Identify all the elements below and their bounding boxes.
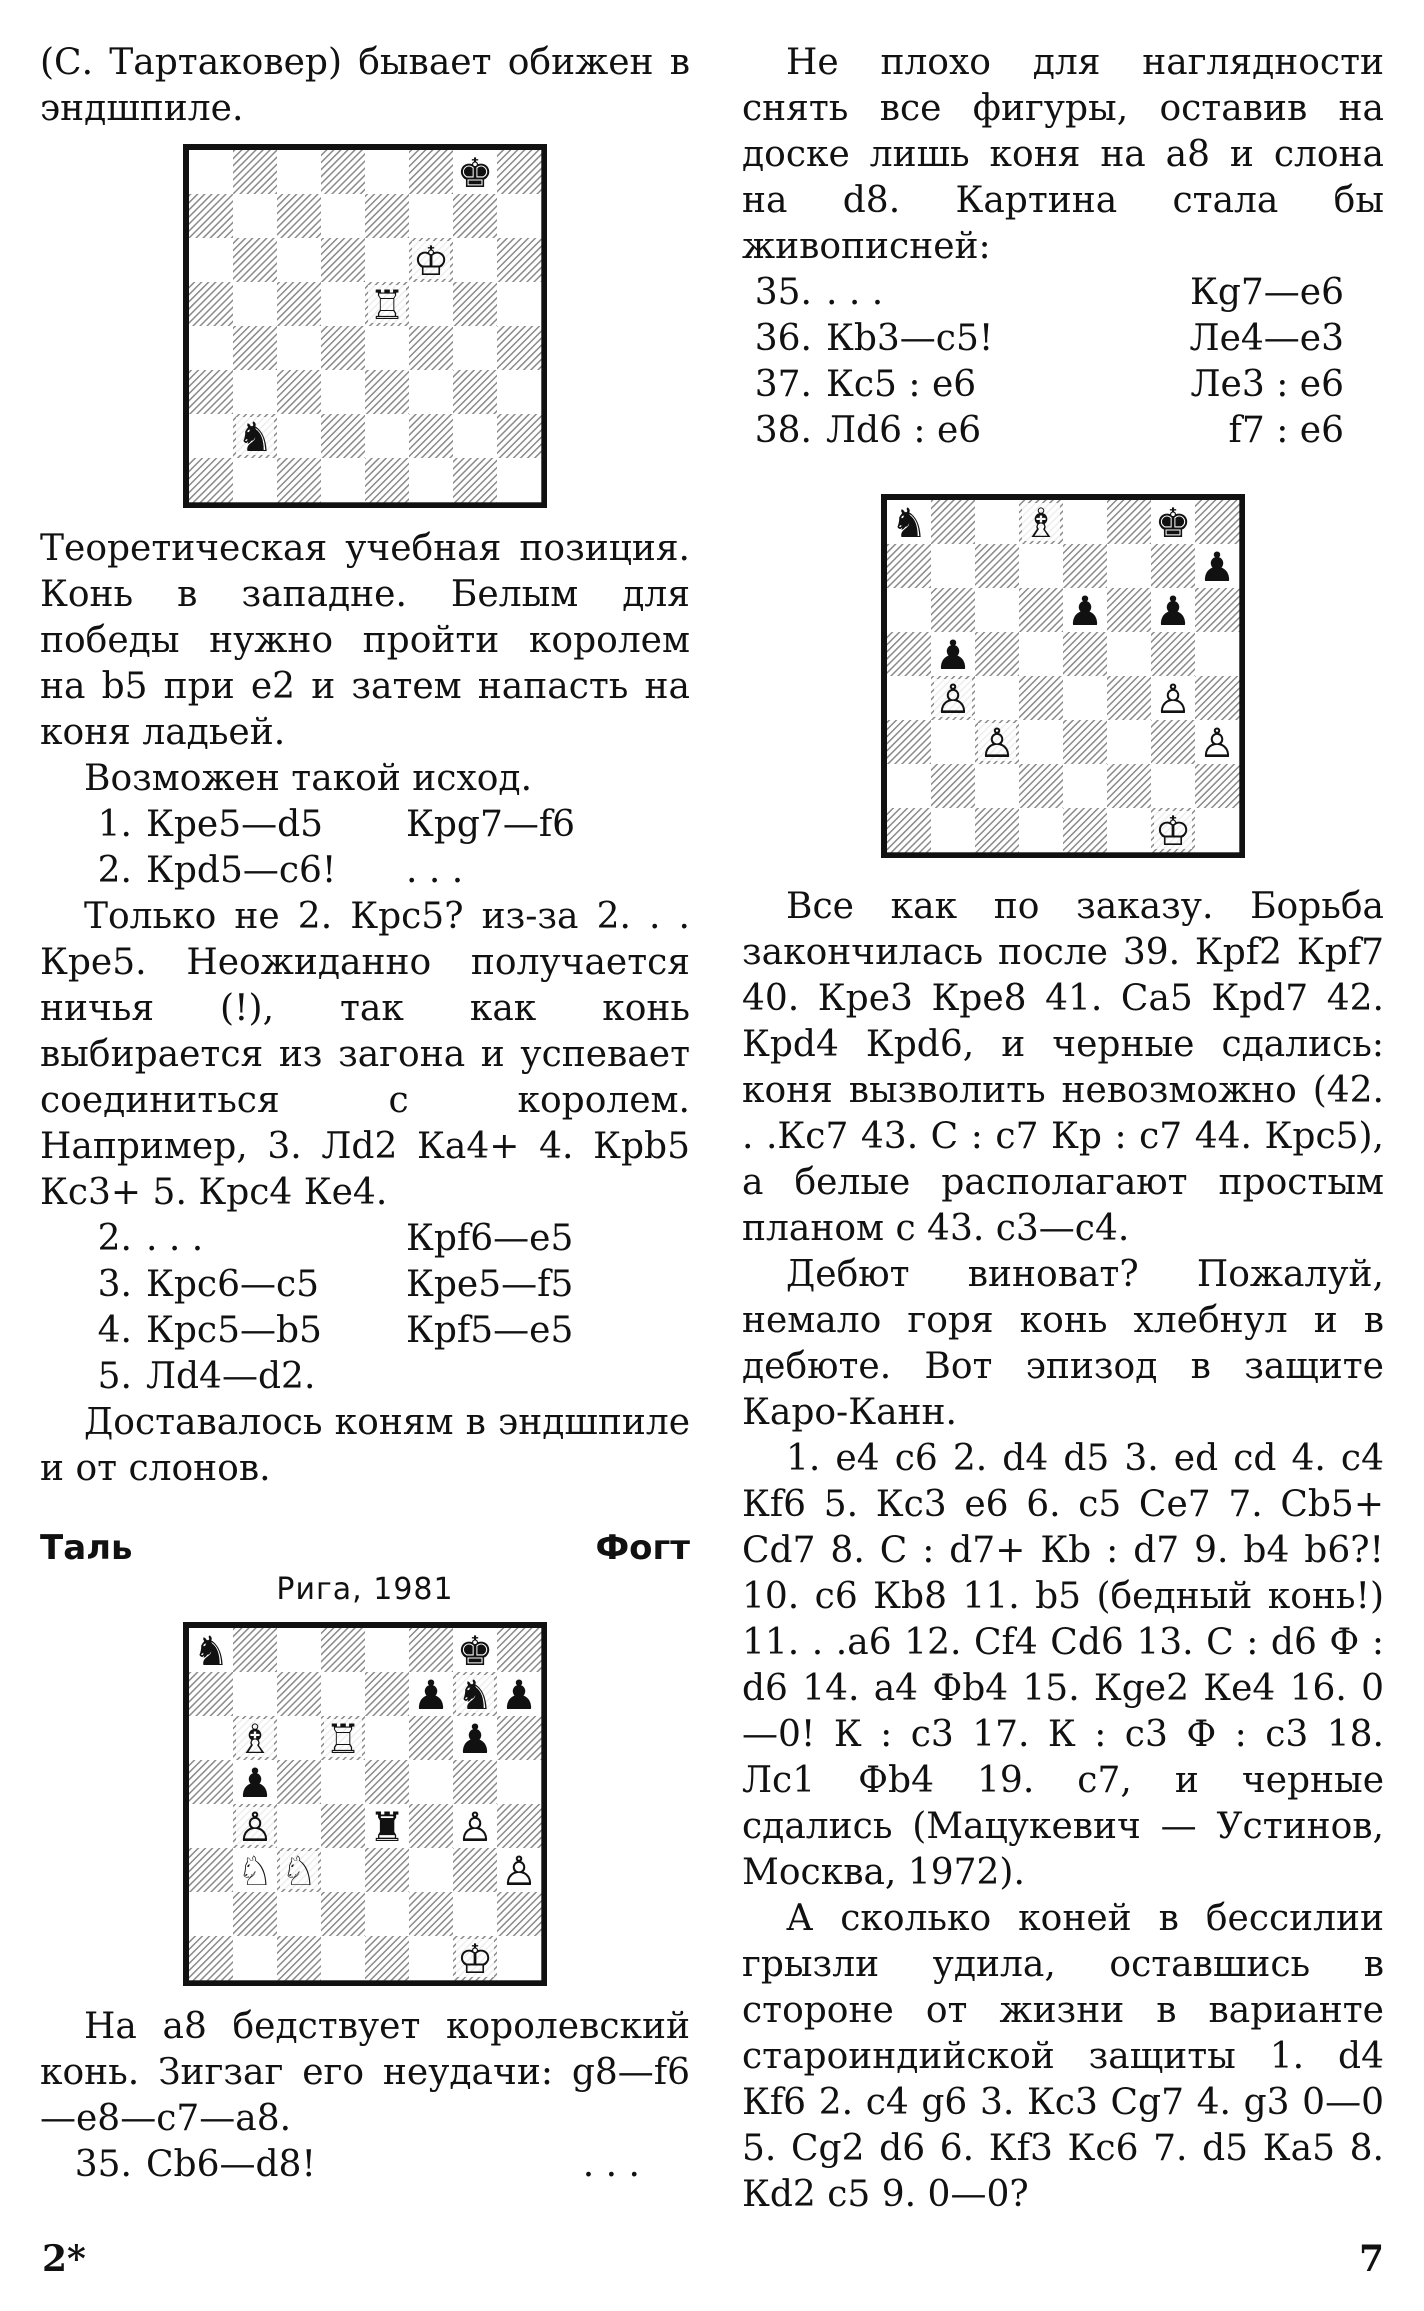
- move-row: [40, 802, 690, 848]
- black-knight-icon: ♞: [192, 1626, 230, 1675]
- board-square: [497, 1628, 541, 1672]
- board-square: [1019, 632, 1063, 676]
- black-pawn-icon: ♟: [500, 1670, 538, 1719]
- board-square: [365, 1760, 409, 1804]
- board-square: [453, 1760, 497, 1804]
- white-move: . . .: [826, 272, 884, 313]
- board-square: [1107, 720, 1151, 764]
- white-knight-icon: ♘: [236, 1846, 274, 1895]
- board-square: [189, 1760, 233, 1804]
- black-move: Крf5—e5: [406, 1310, 574, 1351]
- board-square: [453, 370, 497, 414]
- board-square: [409, 414, 453, 458]
- player-black: Фогт: [595, 1528, 690, 1568]
- board-square: [1151, 720, 1195, 764]
- white-pawn-icon: ♙: [1154, 674, 1192, 723]
- board-square: [365, 150, 409, 194]
- board-square: [497, 1760, 541, 1804]
- board-square: [409, 1804, 453, 1848]
- board-square: [975, 808, 1019, 852]
- move-list-3: [40, 2142, 690, 2188]
- board-square: [1107, 588, 1151, 632]
- board-square: [887, 632, 931, 676]
- board-square: [233, 194, 277, 238]
- chess-diagram-3: [881, 494, 1245, 858]
- board-square: [1063, 720, 1107, 764]
- board-square: [189, 282, 233, 326]
- board-square: [409, 1936, 453, 1980]
- player-white: Таль: [40, 1528, 133, 1568]
- move-list-1: [40, 802, 690, 894]
- board-square: [365, 326, 409, 370]
- board-square: [887, 764, 931, 808]
- board-square: [887, 588, 931, 632]
- board-square: [1063, 500, 1107, 544]
- board-square: [365, 1848, 409, 1892]
- board-square: [409, 1892, 453, 1936]
- board-square: [365, 1716, 409, 1760]
- white-king-icon: ♔: [412, 236, 450, 285]
- black-move: Ле4—e3: [1189, 318, 1344, 359]
- white-pawn-icon: ♙: [456, 1802, 494, 1851]
- move-number: 3.: [97, 1264, 132, 1305]
- move-row: [40, 1308, 690, 1354]
- black-pawn-icon: ♟: [934, 630, 972, 679]
- board-square: [409, 1760, 453, 1804]
- board-square: [189, 150, 233, 194]
- board-square: [365, 1628, 409, 1672]
- board-square: [189, 458, 233, 502]
- board-square: [189, 1848, 233, 1892]
- board-square: [409, 1716, 453, 1760]
- board-square: [1063, 676, 1107, 720]
- board-square: [365, 1936, 409, 1980]
- board-square: [277, 1672, 321, 1716]
- move-number: 5.: [97, 1356, 132, 1397]
- board-square: [931, 808, 975, 852]
- board-square: [277, 1804, 321, 1848]
- board-square: [1107, 500, 1151, 544]
- board-square: [497, 370, 541, 414]
- board-square: [1151, 632, 1195, 676]
- page-signature: 2*: [42, 2238, 86, 2280]
- move-row: [40, 1216, 690, 1262]
- board-square: [365, 1892, 409, 1936]
- board-square: [277, 150, 321, 194]
- board-square: [887, 720, 931, 764]
- move-row: [40, 2142, 690, 2188]
- board-square: [1019, 720, 1063, 764]
- board-square: [931, 720, 975, 764]
- board-square: [189, 1716, 233, 1760]
- board-square: [1107, 632, 1151, 676]
- board-square: [1195, 676, 1239, 720]
- board-square: [233, 326, 277, 370]
- paragraph: На а8 бедствует королевский конь. Зигзаг его неудачи: g8—f6—e8—c7—a8.: [40, 2006, 690, 2139]
- board-square: [321, 370, 365, 414]
- board-square: [189, 1672, 233, 1716]
- paragraph: Только не 2. Крс5? из-за 2. . . Кре5. Неожиданно получается ничья (!), так как конь выбирается из загона и успевает соединиться с королем. Например, 3. Лd2 Ка4+ 4. Крb5 Кс3+ 5. Крс4 Ке4.: [40, 896, 690, 1213]
- white-move: Крс6—c5: [146, 1264, 320, 1305]
- white-move: . . .: [146, 1218, 204, 1259]
- move-number: 2.: [97, 850, 132, 891]
- board-square: [1019, 764, 1063, 808]
- white-rook-icon: ♖: [368, 280, 406, 329]
- board-square: [233, 370, 277, 414]
- move-row: [742, 362, 1384, 408]
- board-square: [189, 1936, 233, 1980]
- paragraph: Дебют виноват? Пожалуй, немало горя конь хлебнул и в дебюте. Вот эпизод в защите Каро-Канн.: [742, 1254, 1384, 1433]
- board-square: [1063, 544, 1107, 588]
- paragraph: (С. Тартаковер) бывает обижен в эндшпиле.: [40, 42, 690, 129]
- board-square: [277, 1760, 321, 1804]
- white-bishop-icon: ♗: [1022, 498, 1060, 547]
- black-move: f7 : e6: [1228, 410, 1344, 451]
- board-square: [453, 282, 497, 326]
- board-square: [497, 326, 541, 370]
- board-square: [1195, 632, 1239, 676]
- board-square: [233, 1628, 277, 1672]
- board-square: [1195, 588, 1239, 632]
- board-square: [497, 414, 541, 458]
- white-knight-icon: ♘: [280, 1846, 318, 1895]
- move-number: 36.: [754, 318, 812, 359]
- board-square: [277, 238, 321, 282]
- white-pawn-icon: ♙: [1198, 718, 1236, 767]
- board-square: [409, 458, 453, 502]
- board-square: [233, 1892, 277, 1936]
- board-square: [277, 458, 321, 502]
- black-move: Кре5—f5: [406, 1264, 574, 1305]
- move-number: 1.: [97, 804, 132, 845]
- board-square: [497, 194, 541, 238]
- white-pawn-icon: ♙: [934, 674, 972, 723]
- board-square: [931, 588, 975, 632]
- board-square: [277, 1892, 321, 1936]
- black-move: Ле3 : e6: [1190, 364, 1344, 405]
- black-pawn-icon: ♟: [1154, 586, 1192, 635]
- chess-diagram-2: [183, 1622, 547, 1986]
- page-number: 7: [1358, 2238, 1384, 2280]
- board-square: [189, 370, 233, 414]
- white-move: Крс5—b5: [146, 1310, 322, 1351]
- board-square: [975, 676, 1019, 720]
- board-square: [1107, 764, 1151, 808]
- board-square: [321, 1848, 365, 1892]
- black-pawn-icon: ♟: [236, 1758, 274, 1807]
- paragraph: Возможен такой исход.: [84, 758, 533, 799]
- black-move: Крg7—f6: [406, 804, 576, 845]
- board-square: [1019, 544, 1063, 588]
- board-square: [497, 458, 541, 502]
- white-bishop-icon: ♗: [236, 1714, 274, 1763]
- white-pawn-icon: ♙: [500, 1846, 538, 1895]
- move-row: [742, 408, 1384, 454]
- paragraph: Доставалось коням в эндшпиле и от слонов.: [40, 1402, 690, 1489]
- board-square: [931, 500, 975, 544]
- board-square: [887, 808, 931, 852]
- board-square: [233, 1936, 277, 1980]
- board-square: [365, 194, 409, 238]
- board-square: [1107, 676, 1151, 720]
- board-square: [1195, 500, 1239, 544]
- black-pawn-icon: ♟: [456, 1714, 494, 1763]
- board-square: [189, 414, 233, 458]
- paragraph: Теоретическая учебная позиция. Конь в западне. Белым для победы нужно пройти королем на b5 при е2 и затем напасть на коня ладьей.: [40, 528, 690, 753]
- move-row: [742, 316, 1384, 362]
- board-square: [189, 194, 233, 238]
- game-header: [40, 1526, 690, 1570]
- chess-diagram-1: [183, 144, 547, 508]
- board-square: [409, 326, 453, 370]
- board-square: [497, 1716, 541, 1760]
- board-square: [321, 1672, 365, 1716]
- board-square: [321, 1936, 365, 1980]
- board-square: [321, 1628, 365, 1672]
- paragraph: Не плохо для наглядности снять все фигуры, оставив на доске лишь коня на а8 и слона на d8. Картина стала бы живописней:: [742, 42, 1384, 267]
- board-square: [233, 458, 277, 502]
- board-square: [277, 1936, 321, 1980]
- board-square: [321, 1892, 365, 1936]
- board-square: [277, 282, 321, 326]
- board-square: [321, 194, 365, 238]
- board-square: [321, 414, 365, 458]
- board-square: [233, 1672, 277, 1716]
- board-square: [277, 326, 321, 370]
- move-row: [40, 1262, 690, 1308]
- board-square: [365, 1672, 409, 1716]
- board-square: [453, 458, 497, 502]
- white-pawn-icon: ♙: [978, 718, 1016, 767]
- board-square: [1019, 808, 1063, 852]
- left-column: [40, 40, 690, 2188]
- black-king-icon: ♚: [456, 1626, 494, 1675]
- board-square: [189, 1892, 233, 1936]
- black-pawn-icon: ♟: [412, 1670, 450, 1719]
- board-square: [497, 1892, 541, 1936]
- board-square: [1107, 544, 1151, 588]
- board-square: [409, 370, 453, 414]
- board-square: [409, 1848, 453, 1892]
- board-square: [365, 414, 409, 458]
- black-move: Кg7—e6: [1189, 272, 1344, 313]
- move-list-4: [742, 270, 1384, 454]
- board-square: [233, 282, 277, 326]
- board-square: [1019, 676, 1063, 720]
- board-square: [321, 326, 365, 370]
- black-king-icon: ♚: [456, 148, 494, 197]
- move-row: [40, 848, 690, 894]
- board-square: [975, 500, 1019, 544]
- board-square: [409, 1628, 453, 1672]
- board-square: [975, 632, 1019, 676]
- move-number: 38.: [754, 410, 812, 451]
- white-rook-icon: ♖: [324, 1714, 362, 1763]
- black-move: . . .: [582, 2144, 640, 2185]
- board-square: [887, 676, 931, 720]
- board-square: [975, 544, 1019, 588]
- black-pawn-icon: ♟: [1198, 542, 1236, 591]
- board-square: [453, 1848, 497, 1892]
- board-square: [277, 1716, 321, 1760]
- board-square: [233, 150, 277, 194]
- board-square: [321, 150, 365, 194]
- board-square: [1019, 588, 1063, 632]
- white-move: Лd4—d2.: [146, 1356, 316, 1397]
- white-king-icon: ♔: [456, 1934, 494, 1983]
- board-square: [453, 1892, 497, 1936]
- move-number: 35.: [754, 272, 812, 313]
- move-number: 37.: [754, 364, 812, 405]
- board-square: [975, 588, 1019, 632]
- board-square: [409, 150, 453, 194]
- board-square: [931, 764, 975, 808]
- board-square: [365, 238, 409, 282]
- move-number: 2.: [97, 1218, 132, 1259]
- white-move: Кре5—d5: [146, 804, 324, 845]
- board-square: [321, 458, 365, 502]
- white-move: Сb6—d8!: [146, 2144, 316, 2185]
- paragraph: 1. е4 с6 2. d4 d5 3. ed cd 4. c4 Кf6 5. Кс3 е6 6. c5 Се7 7. Сb5+ Сd7 8. С : d7+ Кb : d7 9. b4 b6?! 10. c6 Кb8 11. b5 (бедный конь!) 11. . .а6 12. Сf4 Сd6 13. С : d6 Ф : d6 14. а4 Фb4 15. Кge2 Ке4 16. 0—0! К : с3 17. К : с3 Ф : с3 18. Лс1 Фb4 19. с7, и черные сдались (Мацукевич — Устинов, Москва, 1972).: [742, 1438, 1384, 1893]
- board-square: [1151, 544, 1195, 588]
- board-square: [321, 1804, 365, 1848]
- game-venue: Рига, 1981: [276, 1572, 454, 1607]
- board-square: [321, 238, 365, 282]
- board-square: [497, 1804, 541, 1848]
- board-square: [365, 370, 409, 414]
- white-move: Кb3—c5!: [826, 318, 994, 359]
- right-column: [742, 40, 1384, 2218]
- black-rook-icon: ♜: [368, 1802, 406, 1851]
- board-square: [233, 238, 277, 282]
- board-square: [1063, 632, 1107, 676]
- board-square: [321, 1760, 365, 1804]
- board-square: [887, 544, 931, 588]
- board-square: [497, 282, 541, 326]
- board-square: [497, 238, 541, 282]
- white-king-icon: ♔: [1154, 806, 1192, 855]
- board-square: [277, 194, 321, 238]
- board-square: [365, 458, 409, 502]
- move-row: [742, 270, 1384, 316]
- board-square: [189, 238, 233, 282]
- black-knight-icon: ♞: [456, 1670, 494, 1719]
- board-square: [321, 282, 365, 326]
- white-pawn-icon: ♙: [236, 1802, 274, 1851]
- paragraph: А сколько коней в бессилии грызли удила, оставшись в стороне от жизни в варианте староиндийской защиты 1. d4 Кf6 2. с4 g6 3. Кс3 Сg7 4. g3 0—0 5. Сg2 d6 6. Кf3 Кс6 7. d5 Ка5 8. Кd2 с5 9. 0—0?: [742, 1898, 1384, 2215]
- move-number: 4.: [97, 1310, 132, 1351]
- black-move: . . .: [406, 850, 464, 891]
- white-move: Кс5 : e6: [826, 364, 977, 405]
- board-square: [453, 414, 497, 458]
- paragraph: Все как по заказу. Борьба закончилась после 39. Крf2 Крf7 40. Кре3 Кре8 41. Са5 Крd7 42. Крd4 Крd6, и черные сдались: коня вызволить невозможно (42. . .Кс7 43. С : с7 Кр : с7 44. Крс5), а белые располагают простым планом с 43. с3—с4.: [742, 886, 1384, 1249]
- board-square: [931, 544, 975, 588]
- white-move: Крd5—c6!: [146, 850, 337, 891]
- board-square: [277, 414, 321, 458]
- board-square: [1151, 764, 1195, 808]
- board-square: [453, 238, 497, 282]
- board-square: [189, 1804, 233, 1848]
- black-pawn-icon: ♟: [1066, 586, 1104, 635]
- black-knight-icon: ♞: [890, 498, 928, 547]
- board-square: [1063, 808, 1107, 852]
- black-move: [406, 1354, 690, 1400]
- board-square: [453, 194, 497, 238]
- board-square: [1063, 764, 1107, 808]
- black-king-icon: ♚: [1154, 498, 1192, 547]
- board-square: [1195, 808, 1239, 852]
- board-square: [975, 764, 1019, 808]
- board-square: [409, 282, 453, 326]
- black-knight-icon: ♞: [236, 412, 274, 461]
- black-move: Крf6—e5: [406, 1218, 574, 1259]
- white-move: Лd6 : e6: [826, 410, 982, 451]
- move-row: [40, 1354, 690, 1400]
- board-square: [1195, 764, 1239, 808]
- board-square: [277, 1628, 321, 1672]
- board-square: [409, 194, 453, 238]
- board-square: [277, 370, 321, 414]
- board-square: [189, 326, 233, 370]
- board-square: [497, 1936, 541, 1980]
- board-square: [1107, 808, 1151, 852]
- board-square: [453, 326, 497, 370]
- move-list-2: [40, 1216, 690, 1400]
- board-square: [497, 150, 541, 194]
- move-number: 35.: [74, 2144, 132, 2185]
